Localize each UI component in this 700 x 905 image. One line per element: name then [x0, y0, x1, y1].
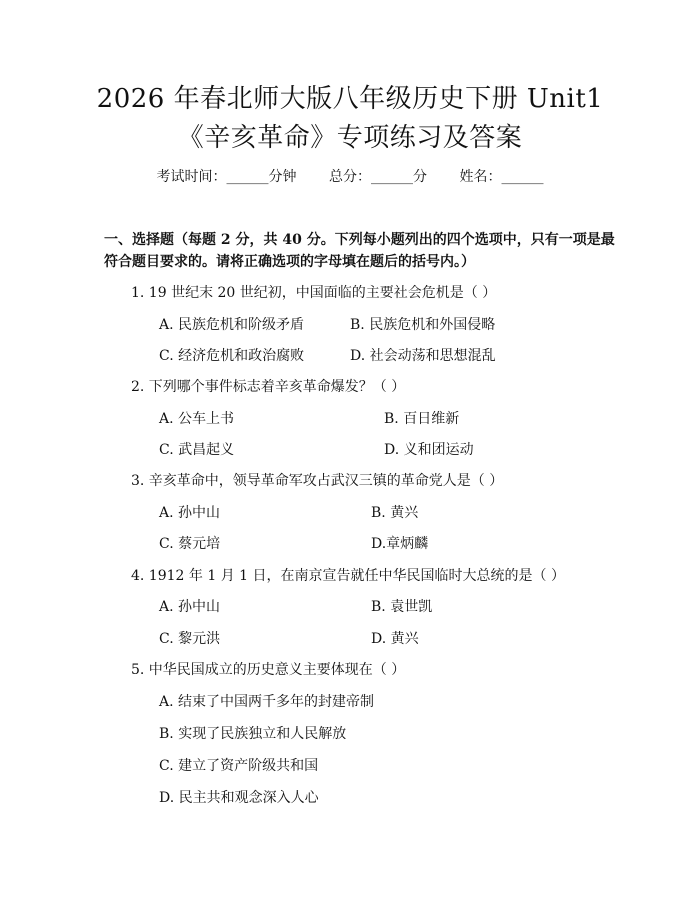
page-title-line1: 2026 年春北师大版八年级历史下册 Unit1 [96, 84, 604, 114]
question-5-option-d: D. 民主共和观念深入人心 [159, 790, 319, 806]
question-5-option-b: B. 实现了民族独立和人民解放 [159, 726, 347, 742]
question-5-option-c: C. 建立了资产阶级共和国 [159, 758, 319, 774]
question-5-option-a: A. 结束了中国两千多年的封建帝制 [159, 694, 375, 710]
page-title-line2: 《辛亥革命》专项练习及答案 [177, 123, 523, 153]
question-2-option-c: C. 武昌起义 [159, 442, 235, 458]
question-3-stem: 3. 辛亥革命中，领导革命军攻占武汉三镇的革命党人是（ ） [131, 473, 504, 489]
question-1-option-a: A. 民族危机和阶级矛盾 [159, 317, 305, 333]
question-2-stem: 2. 下列哪个事件标志着辛亥革命爆发？（ ） [131, 379, 406, 395]
question-1-stem: 1. 19 世纪末 20 世纪初，中国面临的主要社会危机是（ ） [131, 285, 497, 301]
question-3-option-c: C. 蔡元培 [159, 536, 221, 552]
total-score-field: 总分：______分 [329, 169, 427, 185]
exam-time-field: 考试时间：______分钟 [156, 169, 297, 185]
question-1-option-c: C. 经济危机和政治腐败 [159, 348, 305, 364]
question-3-option-d: D.章炳麟 [371, 536, 429, 552]
student-name-field: 姓名：______ [459, 169, 544, 185]
question-2-option-b: B. 百日维新 [384, 411, 460, 427]
exam-info-row [0, 168, 700, 186]
question-4-stem: 4. 1912 年 1 月 1 日，在南京宣告就任中华民国临时大总统的是（ ） [131, 568, 565, 584]
question-5-stem: 5. 中华民国成立的历史意义主要体现在（ ） [131, 662, 406, 678]
question-2-option-d: D. 义和团运动 [384, 442, 474, 458]
question-1-option-d: D. 社会动荡和思想混乱 [350, 348, 496, 364]
question-4-option-a: A. 孙中山 [159, 599, 221, 615]
question-4-option-c: C. 黎元洪 [159, 631, 221, 647]
question-3-option-b: B. 黄兴 [371, 505, 419, 521]
question-2-option-a: A. 公车上书 [159, 411, 235, 427]
question-1-option-b: B. 民族危机和外国侵略 [350, 317, 496, 333]
question-3-option-a: A. 孙中山 [159, 505, 221, 521]
section-heading-line2: 符合题目要求的。请将正确选项的字母填在题后的括号内。） [104, 254, 475, 270]
question-4-option-b: B. 袁世凯 [371, 599, 433, 615]
section-heading-line1: 一、选择题（每题 2 分，共 40 分。下列每小题列出的四个选项中，只有一项是最 [104, 232, 615, 248]
question-4-option-d: D. 黄兴 [371, 631, 419, 647]
